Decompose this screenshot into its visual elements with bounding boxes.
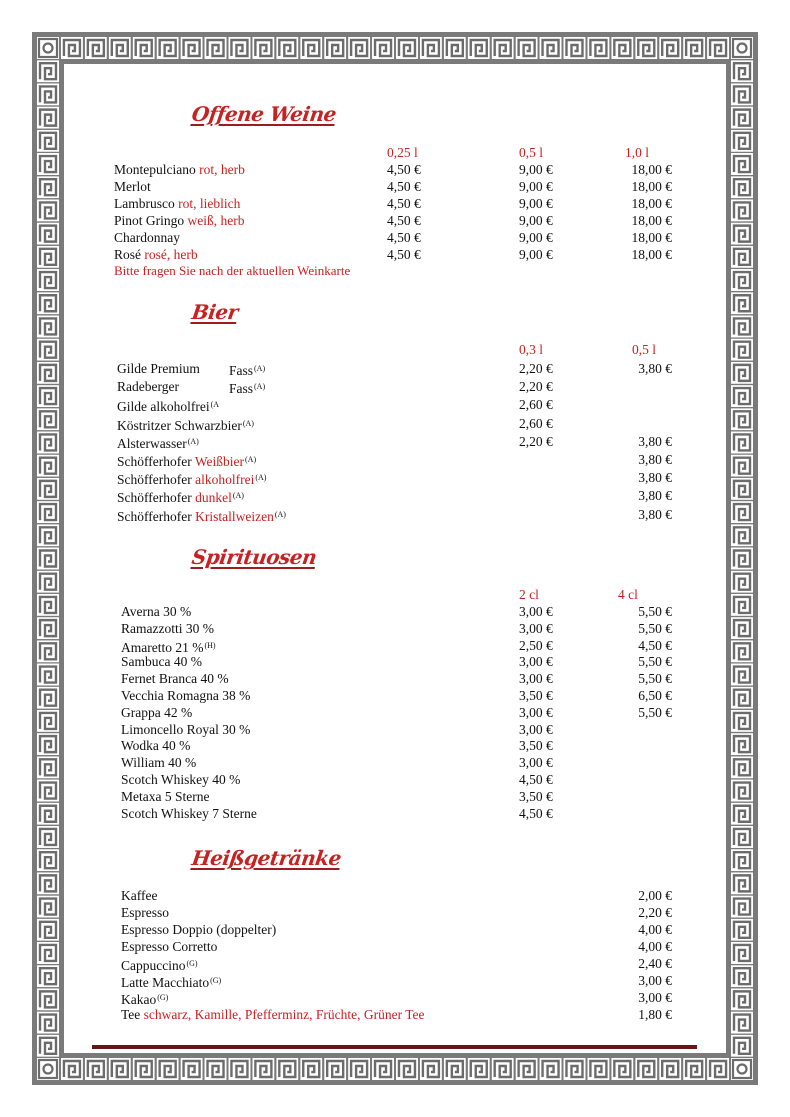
spirit-price-4cl: 6,50 € — [638, 688, 672, 703]
wine-price-05: 9,00 € — [519, 179, 553, 194]
spirit-item — [121, 788, 209, 805]
allergen-code: (G) — [186, 959, 198, 968]
spirit-price-2cl: 3,00 € — [519, 721, 553, 737]
hot-drink-item — [121, 938, 217, 955]
wine-price-025: 4,50 € — [387, 247, 421, 262]
spirit-price-4cl: 5,50 € — [638, 620, 672, 636]
wine-price-025: 4,50 € — [387, 179, 421, 194]
beer-item — [117, 451, 256, 470]
spirit-item — [121, 771, 240, 788]
wine-name: Montepulciano — [114, 162, 196, 177]
spirit-name: William 40 % — [121, 755, 197, 771]
spirit-price-4cl: 5,50 € — [638, 704, 672, 720]
hot-drink-item — [121, 1006, 425, 1023]
beer-name: Alsterwasser — [117, 435, 187, 451]
wine-note: rosé, herb — [144, 247, 198, 262]
wine-item — [114, 161, 245, 178]
spirit-name: Scotch Whiskey 40 % — [121, 772, 241, 787]
menu-row — [0, 360, 790, 377]
menu-row — [0, 396, 790, 413]
spirit-price-2cl: 3,00 € — [519, 620, 553, 636]
beer-name: Gilde alkoholfrei — [117, 399, 210, 415]
spirit-item — [121, 603, 191, 620]
allergen-code: (A) — [232, 491, 244, 501]
spirit-price-4cl: 5,50 € — [638, 671, 672, 687]
spirit-name: Fernet Branca 40 % — [121, 671, 229, 687]
menu-row — [0, 506, 790, 523]
hot-drink-name: Espresso Corretto — [121, 939, 218, 954]
menu-row — [0, 469, 790, 486]
beer-price-05: 3,80 € — [638, 488, 672, 504]
spirit-name: Amaretto 21 % — [121, 639, 204, 655]
wine-note: rot, herb — [199, 162, 245, 177]
menu-row — [0, 620, 790, 637]
spirit-price-2cl: 3,50 € — [519, 738, 553, 754]
wine-price-10: 18,00 € — [631, 196, 672, 211]
beer-item — [117, 469, 266, 488]
beer-tag-text: Fass — [229, 381, 254, 397]
wine-header-10: 1,0 l — [625, 145, 650, 160]
hot-drink-name: Espresso Doppio (doppelter) — [121, 922, 277, 937]
spirit-price-2cl: 3,00 € — [519, 671, 553, 687]
beer-name: Köstritzer Schwarzbier — [117, 417, 242, 433]
menu-row — [0, 788, 790, 805]
beer-section-title: Bier — [190, 300, 240, 324]
hot-drink-name: Tee — [121, 1007, 141, 1022]
allergen-code: (A) — [245, 455, 257, 464]
menu-row — [0, 229, 790, 246]
beer-item — [117, 396, 219, 415]
hot-drink-item — [121, 921, 276, 938]
wine-item — [114, 212, 245, 229]
menu-row — [0, 487, 790, 504]
spirit-item — [121, 754, 196, 771]
hot-drink-item — [121, 904, 169, 921]
beer-price-03: 2,20 € — [519, 379, 553, 395]
spirit-price-2cl: 3,00 € — [519, 654, 553, 670]
beer-name: Schöfferhofer — [117, 472, 192, 488]
beer-name: Gilde Premium — [117, 361, 200, 376]
menu-row — [0, 805, 790, 822]
wine-header-025: 0,25 l — [387, 145, 418, 160]
spirit-name: Sambuca 40 % — [121, 654, 202, 670]
spirit-name: Metaxa 5 Sterne — [121, 788, 210, 804]
wine-name: Rosé — [114, 247, 141, 262]
hot-drink-price: 2,00 € — [638, 888, 672, 903]
beer-note: Kristallweizen — [195, 508, 274, 524]
spirit-price-2cl: 3,50 € — [519, 788, 553, 804]
allergen-code: (G) — [210, 976, 222, 985]
spirit-item — [121, 721, 250, 738]
beer-tag — [229, 360, 265, 379]
beer-note: Weißbier — [194, 454, 245, 469]
beer-header-05: 0,5 l — [632, 342, 657, 357]
hot-drink-price: 1,80 € — [638, 1007, 672, 1022]
spirits-header-4cl: 4 cl — [618, 587, 638, 602]
wine-price-025: 4,50 € — [387, 162, 421, 177]
allergen-code: (A) — [274, 509, 286, 519]
wine-price-025: 4,50 € — [387, 230, 421, 245]
spirit-name: Ramazzotti 30 % — [121, 620, 214, 636]
spirit-item — [121, 620, 214, 637]
spirit-name: Wodka 40 % — [121, 738, 191, 754]
tea-varieties: schwarz, Kamille, Pfefferminz, Früchte, Grüner Tee — [143, 1007, 425, 1022]
beer-price-03: 2,60 € — [519, 415, 553, 431]
spirit-item — [121, 687, 250, 704]
beer-price-05: 3,80 € — [638, 433, 672, 449]
beer-tag-text: Fass — [229, 363, 254, 378]
menu-row — [0, 637, 790, 654]
beer-name: Radeberger — [117, 379, 179, 395]
wine-price-10: 18,00 € — [631, 247, 672, 262]
hot-drink-price: 4,00 € — [638, 922, 672, 937]
menu-row — [0, 704, 790, 721]
wine-price-05: 9,00 € — [519, 230, 553, 245]
beer-item — [117, 378, 179, 395]
beer-price-05: 3,80 € — [638, 470, 672, 486]
allergen-code: (A — [210, 400, 220, 410]
spirit-price-2cl: 4,50 € — [519, 805, 553, 821]
wine-item — [114, 246, 198, 263]
wine-item — [114, 178, 151, 195]
allergen-code: (A) — [254, 364, 266, 373]
spirit-item — [121, 653, 202, 670]
hot-drink-name: Kakao — [121, 992, 157, 1007]
menu-row — [0, 212, 790, 229]
spirit-price-2cl: 4,50 € — [519, 772, 553, 787]
menu-row — [0, 415, 790, 432]
beer-header-03: 0,3 l — [519, 342, 544, 357]
wine-footnote: Bitte fragen Sie nach der aktuellen Weinkarte — [114, 263, 351, 278]
spirit-name: Scotch Whiskey 7 Sterne — [121, 805, 257, 821]
spirit-name: Averna 30 % — [121, 604, 192, 619]
hot-drink-name: Latte Macchiato — [121, 975, 210, 990]
menu-row — [0, 904, 790, 921]
spirit-price-2cl: 3,00 € — [519, 604, 553, 619]
menu-row — [0, 1006, 790, 1023]
beer-price-03: 2,60 € — [519, 397, 553, 413]
menu-row — [0, 687, 790, 704]
menu-row — [0, 771, 790, 788]
menu-row — [0, 737, 790, 754]
spirit-price-2cl: 3,00 € — [519, 704, 553, 720]
spirit-item — [121, 670, 229, 687]
menu-row — [0, 938, 790, 955]
menu-row — [0, 178, 790, 195]
allergen-code: (A) — [255, 473, 267, 483]
menu-row — [0, 195, 790, 212]
wine-price-025: 4,50 € — [387, 196, 421, 211]
spirit-item — [121, 805, 257, 822]
menu-row — [0, 653, 790, 670]
spirit-name: Vecchia Romagna 38 % — [121, 688, 251, 703]
spirit-price-2cl: 2,50 € — [519, 637, 553, 653]
wine-price-05: 9,00 € — [519, 162, 553, 177]
beer-price-05: 3,80 € — [638, 506, 672, 522]
spirits-header-2cl: 2 cl — [519, 587, 539, 602]
allergen-code: (G) — [157, 993, 169, 1002]
wine-item — [114, 229, 180, 246]
wine-name: Merlot — [114, 179, 151, 194]
menu-row — [0, 378, 790, 395]
spirit-price-2cl: 3,50 € — [519, 688, 553, 703]
hot-drink-name: Espresso — [121, 905, 169, 920]
hot-drink-item — [121, 887, 157, 904]
beer-name: Schöfferhofer — [117, 508, 192, 524]
hot-drink-name: Cappuccino — [121, 958, 186, 973]
menu-row — [0, 433, 790, 450]
menu-row — [0, 754, 790, 771]
menu-row — [0, 603, 790, 620]
wine-section-title: Offene Weine — [190, 102, 338, 126]
menu-row — [0, 721, 790, 738]
menu-row — [0, 451, 790, 468]
allergen-code: (H) — [204, 640, 216, 650]
hot-drink-name: Kaffee — [121, 888, 158, 903]
wine-name: Lambrusco — [114, 196, 175, 211]
wine-price-025: 4,50 € — [387, 213, 421, 228]
beer-note: dunkel — [195, 490, 232, 506]
beer-note: alkoholfrei — [195, 472, 255, 488]
allergen-code: (A) — [242, 418, 254, 428]
wine-item — [114, 195, 240, 212]
hot-drink-price: 2,20 € — [638, 905, 672, 920]
wine-note: rot, lieblich — [178, 196, 241, 211]
spirit-price-4cl: 5,50 € — [638, 604, 672, 619]
wine-name: Pinot Gringo — [114, 213, 185, 228]
beer-price-05: 3,80 € — [638, 361, 672, 376]
hot-drink-price: 2,40 € — [638, 956, 672, 971]
hot-section-title: Heißgetränke — [190, 846, 343, 870]
beer-name: Schöfferhofer — [117, 454, 192, 469]
hot-drink-price: 3,00 € — [638, 990, 672, 1005]
beer-item — [117, 360, 200, 377]
spirit-name: Limoncello Royal 30 % — [121, 721, 251, 737]
beer-item — [117, 433, 199, 452]
menu-row — [0, 921, 790, 938]
wine-price-10: 18,00 € — [631, 179, 672, 194]
wine-price-10: 18,00 € — [631, 230, 672, 245]
hot-drink-price: 4,00 € — [638, 939, 672, 954]
allergen-code: (A) — [187, 436, 199, 446]
beer-price-05: 3,80 € — [638, 452, 672, 467]
hot-drink-price: 3,00 € — [638, 973, 672, 988]
spirit-item — [121, 704, 192, 721]
menu-row — [0, 989, 790, 1006]
wine-name: Chardonnay — [114, 230, 180, 245]
bottom-rule — [92, 1045, 697, 1049]
beer-item — [117, 506, 286, 525]
beer-item — [117, 487, 244, 506]
beer-item — [117, 415, 254, 434]
wine-price-10: 18,00 € — [631, 213, 672, 228]
menu-row — [0, 955, 790, 972]
beer-price-03: 2,20 € — [519, 361, 553, 376]
wine-header-05: 0,5 l — [519, 145, 544, 160]
beer-price-03: 2,20 € — [519, 433, 553, 449]
beer-tag — [229, 378, 265, 397]
beer-name: Schöfferhofer — [117, 490, 192, 506]
spirit-price-4cl: 4,50 € — [638, 637, 672, 653]
spirit-item — [121, 737, 190, 754]
spirits-section-title: Spirituosen — [190, 545, 318, 569]
spirit-name: Grappa 42 % — [121, 704, 193, 720]
allergen-code: (A) — [254, 382, 266, 392]
menu-row — [0, 670, 790, 687]
menu-row — [0, 887, 790, 904]
wine-price-05: 9,00 € — [519, 247, 553, 262]
menu-row — [0, 246, 790, 263]
menu-row — [0, 161, 790, 178]
wine-note: weiß, herb — [187, 213, 245, 228]
wine-price-05: 9,00 € — [519, 213, 553, 228]
wine-price-10: 18,00 € — [631, 162, 672, 177]
menu-row — [0, 972, 790, 989]
wine-price-05: 9,00 € — [519, 196, 553, 211]
spirit-price-2cl: 3,00 € — [519, 755, 553, 771]
spirit-price-4cl: 5,50 € — [638, 654, 672, 670]
